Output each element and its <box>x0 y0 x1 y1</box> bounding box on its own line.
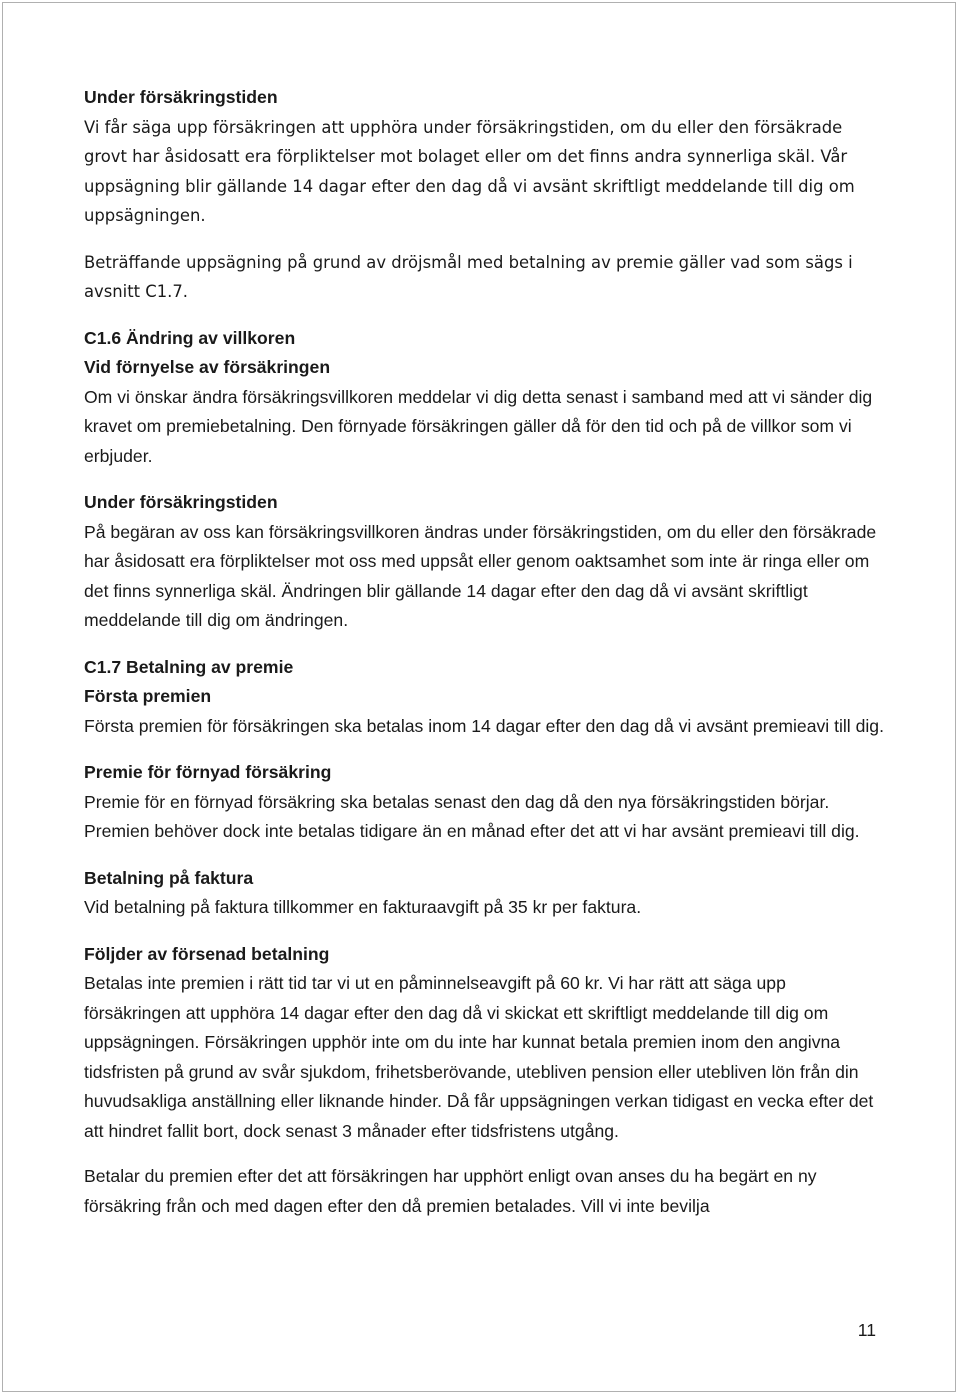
paragraph: Om vi önskar ändra försäkringsvillkoren meddelar vi dig detta senast i samband med att vi sänder dig kravet om premiebetalning. Den förnyade försäkringen gäller då för den tid och på de villkor som vi erbjuder. <box>84 386 873 466</box>
section-heading: C1.6 Ändring av villkoren <box>84 327 296 348</box>
paragraph: Betalas inte premien i rätt tid tar vi ut en påminnelseavgift på 60 kr. Vi har rätt att säga upp försäkringen att upphöra 14 dagar efter den dag då vi skickat ett skriftligt meddelande till dig om uppsägningen. Försäkringen upphör inte om du inte har kunnat betala premien inom den angivna tidsfristen på grund av svår sjukdom, frihetsberövande, utebliven pension eller utebliven lön från din huvudsakliga anställning eller liknande hinder. Då får uppsägningen verkan tidigast en vecka efter det att hindret fallit bort, dock senast 3 månader efter tidsfristens utgång. <box>84 973 874 1141</box>
paragraph: Beträffande uppsägning på grund av dröjsmål med betalning av premie gäller vad som sägs i avsnitt C1.7. <box>84 252 853 301</box>
paragraph: På begäran av oss kan försäkringsvillkoren ändras under försäkringstiden, om du eller den försäkrade har åsidosatt era förpliktelser mot oss med uppsåt eller genom oaktsamhet som inte är ringa eller om det finns synnerliga skäl. Ändringen blir gällande 14 dagar efter den dag då vi avsänt skriftligt meddelande till dig om ändringen. <box>84 521 877 630</box>
paragraph: Vid betalning på faktura tillkommer en fakturaavgift på 35 kr per faktura. <box>84 897 642 917</box>
section-heading: Under försäkringstiden <box>84 87 278 107</box>
page-number: 11 <box>857 1320 876 1340</box>
paragraph: Premie för en förnyad försäkring ska betalas senast den dag då den nya försäkringstiden börjar. Premien behöver dock inte betalas tidigare än en månad efter det att vi har avsänt premieavi till dig. <box>84 791 860 841</box>
section-heading: C1.7 Betalning av premie <box>84 656 294 677</box>
section-subheading: Första premien <box>84 686 212 706</box>
section-heading: Betalning på faktura <box>84 867 254 888</box>
paragraph: Första premien för försäkringen ska betalas inom 14 dagar efter den dag då vi avsänt premieavi till dig. <box>84 715 884 736</box>
section-heading: Följder av försenad betalning <box>84 943 330 964</box>
section-heading: Premie för förnyad försäkring <box>84 762 332 782</box>
section-subheading: Vid förnyelse av försäkringen <box>84 357 331 377</box>
paragraph: Betalar du premien efter det att försäkringen har upphört enligt ovan anses du ha begärt en ny försäkring från och med dagen efter den då premien betalades. Vill vi inte bevilja <box>84 1166 817 1216</box>
document-content <box>84 83 884 1221</box>
section-heading: Under försäkringstiden <box>84 492 278 512</box>
paragraph: Vi får säga upp försäkringen att upphöra under försäkringstiden, om du eller den försäkrade grovt har åsidosatt era förpliktelser mot bolaget eller om det finns andra synnerliga skäl. Vår uppsägning blir gällande 14 dagar efter den dag då vi avsänt skriftligt meddelande till dig om uppsägningen. <box>84 117 855 225</box>
